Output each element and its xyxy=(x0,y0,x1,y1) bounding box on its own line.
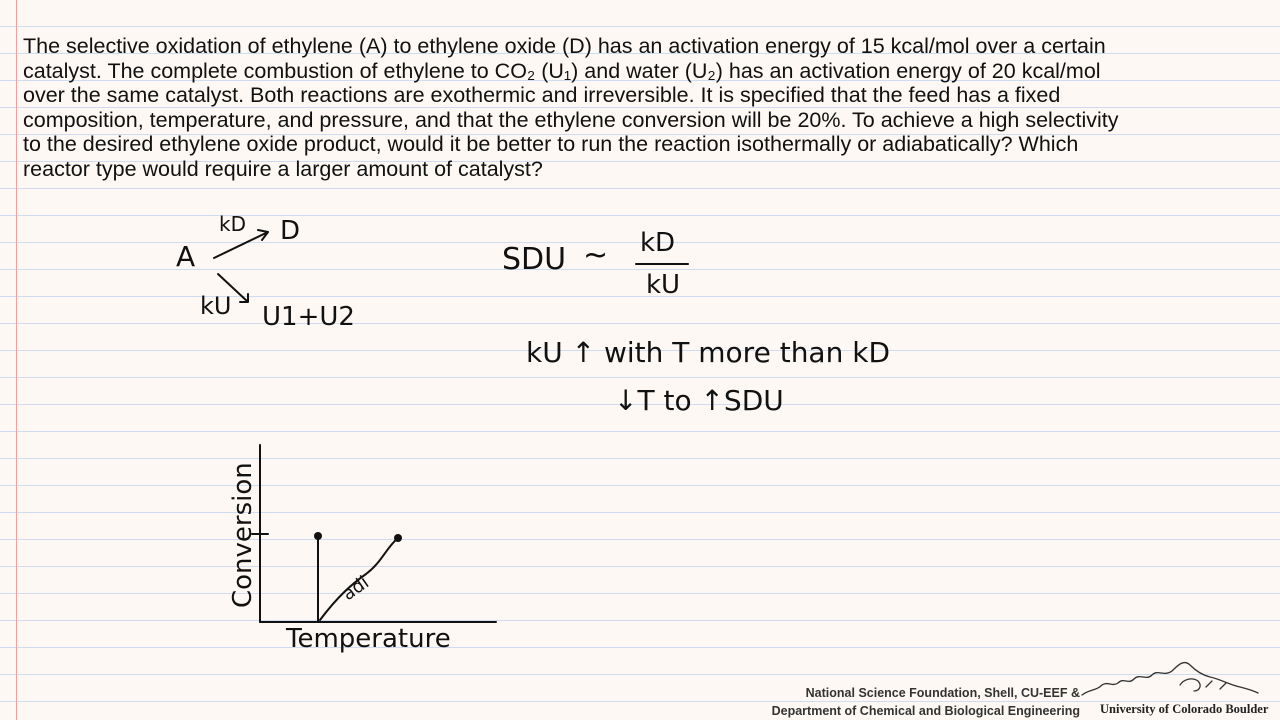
problem-line: catalyst. The complete combustion of ethylene to CO₂ (U₁) and water (U₂) has an activation energy of 20 kcal/mol xyxy=(23,58,1101,83)
reactant-a: A xyxy=(176,240,196,273)
problem-line: reactor type would require a larger amount of catalyst? xyxy=(23,156,543,181)
adiabatic-curve xyxy=(320,538,398,620)
reasoning-line-2: ↓T to ↑SDU xyxy=(614,384,784,417)
problem-line: composition, temperature, and pressure, and that the ethylene conversion will be 20%. To achieve a high selectivity xyxy=(23,107,1119,132)
credit-line-1: National Science Foundation, Shell, CU-EEF & xyxy=(805,686,1080,700)
credit-line-2: Department of Chemical and Biological Engineering xyxy=(771,704,1080,718)
credits xyxy=(772,684,1080,720)
graph-y-label: Conversion xyxy=(228,462,258,608)
selectivity-numerator: kD xyxy=(640,228,676,258)
adiabatic-curve-label: adi xyxy=(338,572,374,605)
selectivity-denominator: kU xyxy=(646,270,681,300)
problem-line: The selective oxidation of ethylene (A) to ethylene oxide (D) has an activation energy of 15 kcal/mol over a certain xyxy=(23,34,1106,58)
problem-line: to the desired ethylene oxide product, would it be better to run the reaction isothermally or adiabatically? Which xyxy=(23,132,1079,157)
proportional-sign: ~ xyxy=(583,238,609,273)
arrow-to-d xyxy=(214,230,268,258)
byproducts-u1-u2: U1+U2 xyxy=(262,302,355,332)
university-name: University of Colorado Boulder xyxy=(1100,702,1269,716)
selectivity-symbol: SDU xyxy=(502,242,567,277)
arrow-to-u xyxy=(218,274,248,302)
rate-constant-ku: kU xyxy=(200,292,232,320)
reasoning-line-1: kU ↑ with T more than kD xyxy=(526,336,891,369)
adiabatic-endpoint xyxy=(394,534,402,542)
product-d: D xyxy=(280,216,301,246)
problem-line: over the same catalyst. Both reactions are exothermic and irreversible. It is specified that the feed has a fixed xyxy=(23,83,1061,108)
isothermal-endpoint xyxy=(314,532,322,540)
graph-x-label: Temperature xyxy=(286,624,451,654)
mountain-logo-icon xyxy=(1080,655,1260,701)
rate-constant-kd: kD xyxy=(219,212,246,236)
